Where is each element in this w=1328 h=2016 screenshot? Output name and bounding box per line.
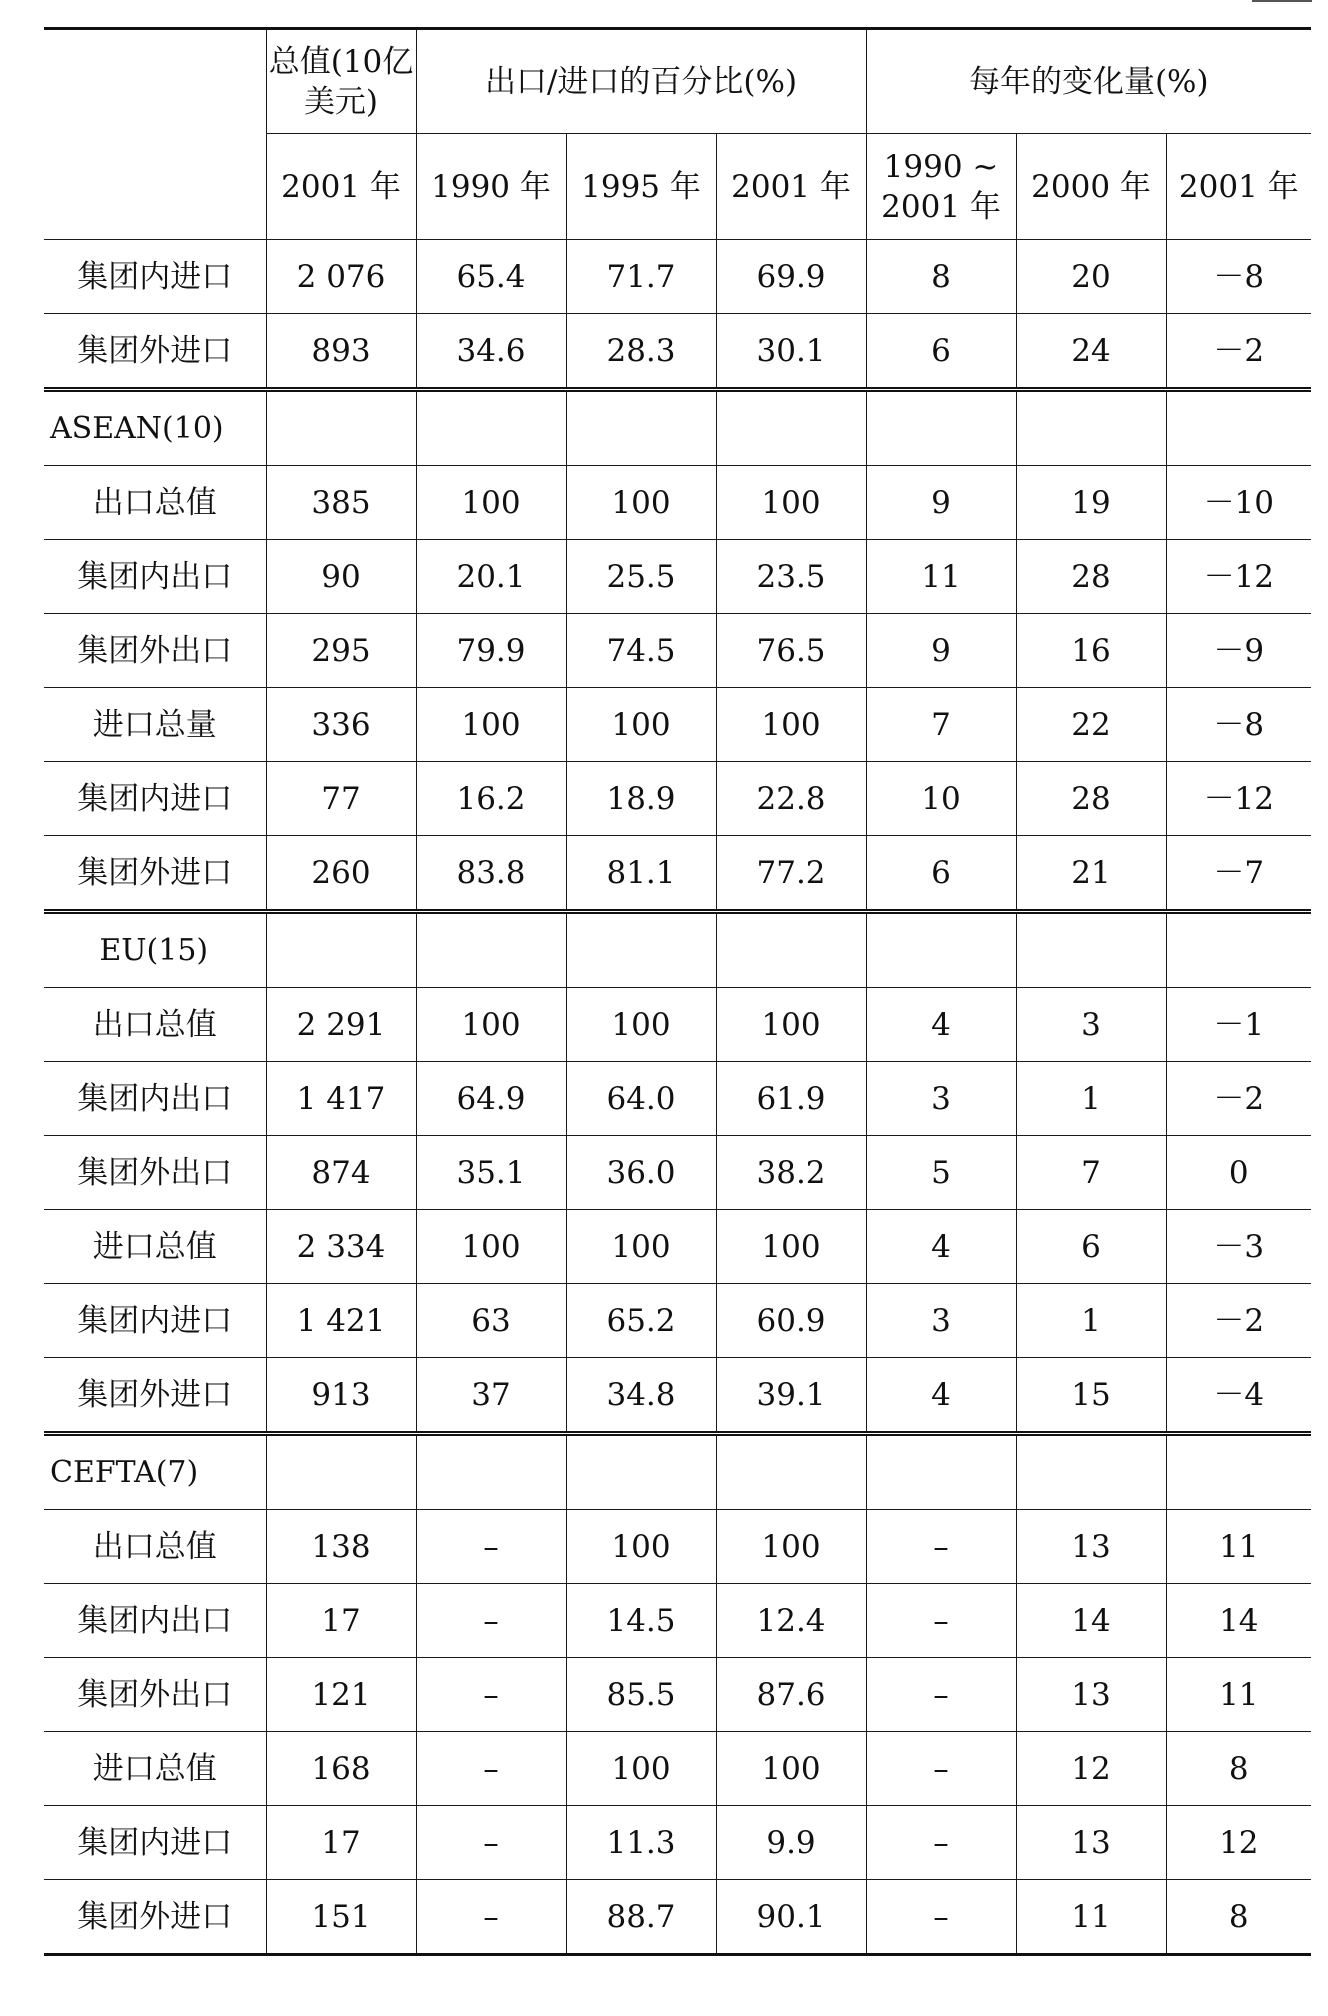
page-corner-rule xyxy=(1252,0,1312,8)
table-cell: 11.3 xyxy=(566,1806,716,1880)
row-label: 集团外出口 xyxy=(44,614,266,688)
table-cell: 100 xyxy=(566,466,716,540)
empty-cell xyxy=(1166,390,1311,466)
empty-cell xyxy=(566,390,716,466)
table-cell: 85.5 xyxy=(566,1658,716,1732)
empty-cell xyxy=(716,1434,866,1510)
table-row xyxy=(44,1358,1311,1434)
table-cell: – xyxy=(416,1510,566,1584)
table-cell: 90.1 xyxy=(716,1880,866,1955)
table-cell: 22.8 xyxy=(716,762,866,836)
table-cell: 100 xyxy=(716,988,866,1062)
table-cell: －12 xyxy=(1166,762,1311,836)
table-cell: 100 xyxy=(416,466,566,540)
header-year: 1995 年 xyxy=(566,134,716,240)
header-year: 2000 年 xyxy=(1016,134,1166,240)
table-cell: 874 xyxy=(266,1136,416,1210)
row-label: 集团内出口 xyxy=(44,1584,266,1658)
table-cell: 69.9 xyxy=(716,240,866,314)
table-row xyxy=(44,240,1311,314)
table-cell: 64.0 xyxy=(566,1062,716,1136)
table-cell: – xyxy=(416,1732,566,1806)
table-cell: 9 xyxy=(866,466,1016,540)
table-cell: 28.3 xyxy=(566,314,716,390)
empty-cell xyxy=(266,912,416,988)
table-cell: 14 xyxy=(1166,1584,1311,1658)
table-cell: －4 xyxy=(1166,1358,1311,1434)
table-cell: 16 xyxy=(1016,614,1166,688)
table-row xyxy=(44,540,1311,614)
table-row xyxy=(44,1062,1311,1136)
table-cell: 100 xyxy=(716,1210,866,1284)
table-cell: 23.5 xyxy=(716,540,866,614)
table-cell: 13 xyxy=(1016,1510,1166,1584)
table-cell: 385 xyxy=(266,466,416,540)
table-row xyxy=(44,836,1311,912)
row-label: 集团外进口 xyxy=(44,836,266,912)
row-label: 进口总值 xyxy=(44,1210,266,1284)
table-cell: – xyxy=(866,1658,1016,1732)
trade-table xyxy=(44,27,1311,1956)
table-cell: 100 xyxy=(716,1510,866,1584)
empty-cell xyxy=(1166,912,1311,988)
table-cell: 20 xyxy=(1016,240,1166,314)
table-cell: 14 xyxy=(1016,1584,1166,1658)
table-cell: 74.5 xyxy=(566,614,716,688)
header-year: 2001 年 xyxy=(716,134,866,240)
table-cell: 6 xyxy=(866,314,1016,390)
row-label: 集团内进口 xyxy=(44,762,266,836)
table-cell: 34.6 xyxy=(416,314,566,390)
empty-cell xyxy=(716,390,866,466)
row-label: 集团内进口 xyxy=(44,1806,266,1880)
table-cell: 11 xyxy=(866,540,1016,614)
table-cell: – xyxy=(416,1584,566,1658)
table-cell: 1 417 xyxy=(266,1062,416,1136)
table-cell: 8 xyxy=(1166,1880,1311,1955)
table-cell: 260 xyxy=(266,836,416,912)
group-header-row xyxy=(44,1434,1311,1510)
row-label: 集团外出口 xyxy=(44,1136,266,1210)
empty-cell xyxy=(1016,390,1166,466)
empty-cell xyxy=(416,912,566,988)
empty-cell xyxy=(416,390,566,466)
table-cell: 12 xyxy=(1166,1806,1311,1880)
empty-cell xyxy=(1016,912,1166,988)
table-cell: 10 xyxy=(866,762,1016,836)
table-cell: 3 xyxy=(866,1284,1016,1358)
table-row xyxy=(44,1284,1311,1358)
table-cell: 1 xyxy=(1016,1062,1166,1136)
table-cell: 77 xyxy=(266,762,416,836)
table-cell: 913 xyxy=(266,1358,416,1434)
group-header-row xyxy=(44,390,1311,466)
table-cell: 100 xyxy=(566,1732,716,1806)
table-cell: 20.1 xyxy=(416,540,566,614)
table-cell: 35.1 xyxy=(416,1136,566,1210)
table-cell: －8 xyxy=(1166,240,1311,314)
table-cell: 1 xyxy=(1016,1284,1166,1358)
table-row xyxy=(44,1136,1311,1210)
table-cell: 88.7 xyxy=(566,1880,716,1955)
table-cell: －10 xyxy=(1166,466,1311,540)
table-cell: 9 xyxy=(866,614,1016,688)
table-cell: 90 xyxy=(266,540,416,614)
table-cell: 87.6 xyxy=(716,1658,866,1732)
table-cell: 7 xyxy=(1016,1136,1166,1210)
row-label: 集团外进口 xyxy=(44,1358,266,1434)
table-cell: 8 xyxy=(866,240,1016,314)
table-cell: – xyxy=(866,1806,1016,1880)
table-cell: －7 xyxy=(1166,836,1311,912)
table-cell: 83.8 xyxy=(416,836,566,912)
group-name: EU(15) xyxy=(44,912,266,988)
header-share-percent: 出口/进口的百分比(%) xyxy=(416,29,866,134)
header-corner-cell xyxy=(44,29,266,240)
row-label: 进口总量 xyxy=(44,688,266,762)
table-cell: 121 xyxy=(266,1658,416,1732)
row-label: 集团内出口 xyxy=(44,540,266,614)
table-cell: 100 xyxy=(566,1510,716,1584)
empty-cell xyxy=(266,1434,416,1510)
table-cell: 25.5 xyxy=(566,540,716,614)
row-label: 集团外进口 xyxy=(44,314,266,390)
table-cell: 100 xyxy=(716,688,866,762)
table-cell: 5 xyxy=(866,1136,1016,1210)
row-label: 集团内进口 xyxy=(44,240,266,314)
trade-table-page xyxy=(44,27,1311,1956)
row-label: 出口总值 xyxy=(44,466,266,540)
table-cell: －2 xyxy=(1166,1284,1311,1358)
table-cell: 295 xyxy=(266,614,416,688)
table-cell: －8 xyxy=(1166,688,1311,762)
table-cell: 36.0 xyxy=(566,1136,716,1210)
table-row xyxy=(44,1806,1311,1880)
table-cell: 12.4 xyxy=(716,1584,866,1658)
table-cell: 2 291 xyxy=(266,988,416,1062)
table-cell: – xyxy=(866,1510,1016,1584)
table-cell: 71.7 xyxy=(566,240,716,314)
table-cell: – xyxy=(866,1732,1016,1806)
table-cell: 60.9 xyxy=(716,1284,866,1358)
row-label: 集团内出口 xyxy=(44,1062,266,1136)
group-header-row xyxy=(44,912,1311,988)
row-label: 集团外进口 xyxy=(44,1880,266,1955)
table-cell: 100 xyxy=(416,1210,566,1284)
table-row xyxy=(44,1210,1311,1284)
table-cell: – xyxy=(416,1880,566,1955)
table-cell: 22 xyxy=(1016,688,1166,762)
table-row xyxy=(44,1658,1311,1732)
table-row xyxy=(44,988,1311,1062)
table-cell: 79.9 xyxy=(416,614,566,688)
table-cell: 11 xyxy=(1166,1658,1311,1732)
table-cell: 3 xyxy=(866,1062,1016,1136)
row-label: 集团内进口 xyxy=(44,1284,266,1358)
table-row xyxy=(44,1732,1311,1806)
table-row xyxy=(44,1584,1311,1658)
table-row xyxy=(44,1880,1311,1955)
table-cell: 100 xyxy=(566,1210,716,1284)
table-cell: －3 xyxy=(1166,1210,1311,1284)
header-year: 2001 年 xyxy=(266,134,416,240)
table-cell: – xyxy=(416,1806,566,1880)
table-cell: 63 xyxy=(416,1284,566,1358)
empty-cell xyxy=(566,912,716,988)
table-cell: 8 xyxy=(1166,1732,1311,1806)
table-cell: – xyxy=(866,1880,1016,1955)
table-row xyxy=(44,466,1311,540)
table-row xyxy=(44,762,1311,836)
table-cell: 168 xyxy=(266,1732,416,1806)
table-cell: 19 xyxy=(1016,466,1166,540)
table-cell: 100 xyxy=(716,466,866,540)
empty-cell xyxy=(416,1434,566,1510)
table-cell: －9 xyxy=(1166,614,1311,688)
table-cell: 34.8 xyxy=(566,1358,716,1434)
table-cell: 11 xyxy=(1016,1880,1166,1955)
table-cell: 4 xyxy=(866,988,1016,1062)
table-cell: 100 xyxy=(566,688,716,762)
header-year: 1990 ~ 2001 年 xyxy=(866,134,1016,240)
table-cell: 336 xyxy=(266,688,416,762)
table-cell: －2 xyxy=(1166,314,1311,390)
table-cell: 100 xyxy=(566,988,716,1062)
empty-cell xyxy=(1166,1434,1311,1510)
table-cell: 30.1 xyxy=(716,314,866,390)
table-cell: – xyxy=(866,1584,1016,1658)
empty-cell xyxy=(566,1434,716,1510)
table-cell: 21 xyxy=(1016,836,1166,912)
table-cell: 15 xyxy=(1016,1358,1166,1434)
table-cell: 65.4 xyxy=(416,240,566,314)
header-total-value: 总值(10亿美元) xyxy=(266,29,416,134)
table-cell: －1 xyxy=(1166,988,1311,1062)
table-cell: 61.9 xyxy=(716,1062,866,1136)
table-cell: 81.1 xyxy=(566,836,716,912)
table-body xyxy=(44,240,1311,1955)
table-cell: 39.1 xyxy=(716,1358,866,1434)
table-cell: 893 xyxy=(266,314,416,390)
table-cell: －2 xyxy=(1166,1062,1311,1136)
table-cell: 13 xyxy=(1016,1806,1166,1880)
table-cell: 11 xyxy=(1166,1510,1311,1584)
table-row xyxy=(44,314,1311,390)
header-year: 2001 年 xyxy=(1166,134,1311,240)
table-cell: 24 xyxy=(1016,314,1166,390)
header-year: 1990 年 xyxy=(416,134,566,240)
table-cell: 151 xyxy=(266,1880,416,1955)
empty-cell xyxy=(866,390,1016,466)
table-cell: －12 xyxy=(1166,540,1311,614)
header-annual-change: 每年的变化量(%) xyxy=(866,29,1311,134)
table-cell: 17 xyxy=(266,1806,416,1880)
table-cell: 64.9 xyxy=(416,1062,566,1136)
table-cell: 4 xyxy=(866,1210,1016,1284)
group-name: ASEAN(10) xyxy=(44,390,266,466)
table-cell: 1 421 xyxy=(266,1284,416,1358)
table-cell: 9.9 xyxy=(716,1806,866,1880)
row-label: 集团外出口 xyxy=(44,1658,266,1732)
table-cell: – xyxy=(416,1658,566,1732)
empty-cell xyxy=(866,1434,1016,1510)
table-cell: 6 xyxy=(1016,1210,1166,1284)
empty-cell xyxy=(716,912,866,988)
table-cell: 28 xyxy=(1016,762,1166,836)
table-cell: 7 xyxy=(866,688,1016,762)
table-cell: 6 xyxy=(866,836,1016,912)
table-cell: 17 xyxy=(266,1584,416,1658)
table-cell: 0 xyxy=(1166,1136,1311,1210)
header-row-top xyxy=(44,29,1311,134)
table-cell: 65.2 xyxy=(566,1284,716,1358)
table-cell: 37 xyxy=(416,1358,566,1434)
table-cell: 77.2 xyxy=(716,836,866,912)
row-label: 出口总值 xyxy=(44,988,266,1062)
table-cell: 138 xyxy=(266,1510,416,1584)
row-label: 出口总值 xyxy=(44,1510,266,1584)
table-cell: 76.5 xyxy=(716,614,866,688)
table-cell: 14.5 xyxy=(566,1584,716,1658)
table-row xyxy=(44,1510,1311,1584)
row-label: 进口总值 xyxy=(44,1732,266,1806)
table-cell: 18.9 xyxy=(566,762,716,836)
table-cell: 3 xyxy=(1016,988,1166,1062)
table-cell: 16.2 xyxy=(416,762,566,836)
empty-cell xyxy=(1016,1434,1166,1510)
table-cell: 100 xyxy=(416,688,566,762)
table-cell: 100 xyxy=(716,1732,866,1806)
table-cell: 100 xyxy=(416,988,566,1062)
table-cell: 12 xyxy=(1016,1732,1166,1806)
group-name: CEFTA(7) xyxy=(44,1434,266,1510)
table-row xyxy=(44,688,1311,762)
table-row xyxy=(44,614,1311,688)
table-cell: 38.2 xyxy=(716,1136,866,1210)
table-cell: 2 334 xyxy=(266,1210,416,1284)
table-cell: 28 xyxy=(1016,540,1166,614)
empty-cell xyxy=(866,912,1016,988)
table-cell: 2 076 xyxy=(266,240,416,314)
table-cell: 13 xyxy=(1016,1658,1166,1732)
empty-cell xyxy=(266,390,416,466)
table-cell: 4 xyxy=(866,1358,1016,1434)
